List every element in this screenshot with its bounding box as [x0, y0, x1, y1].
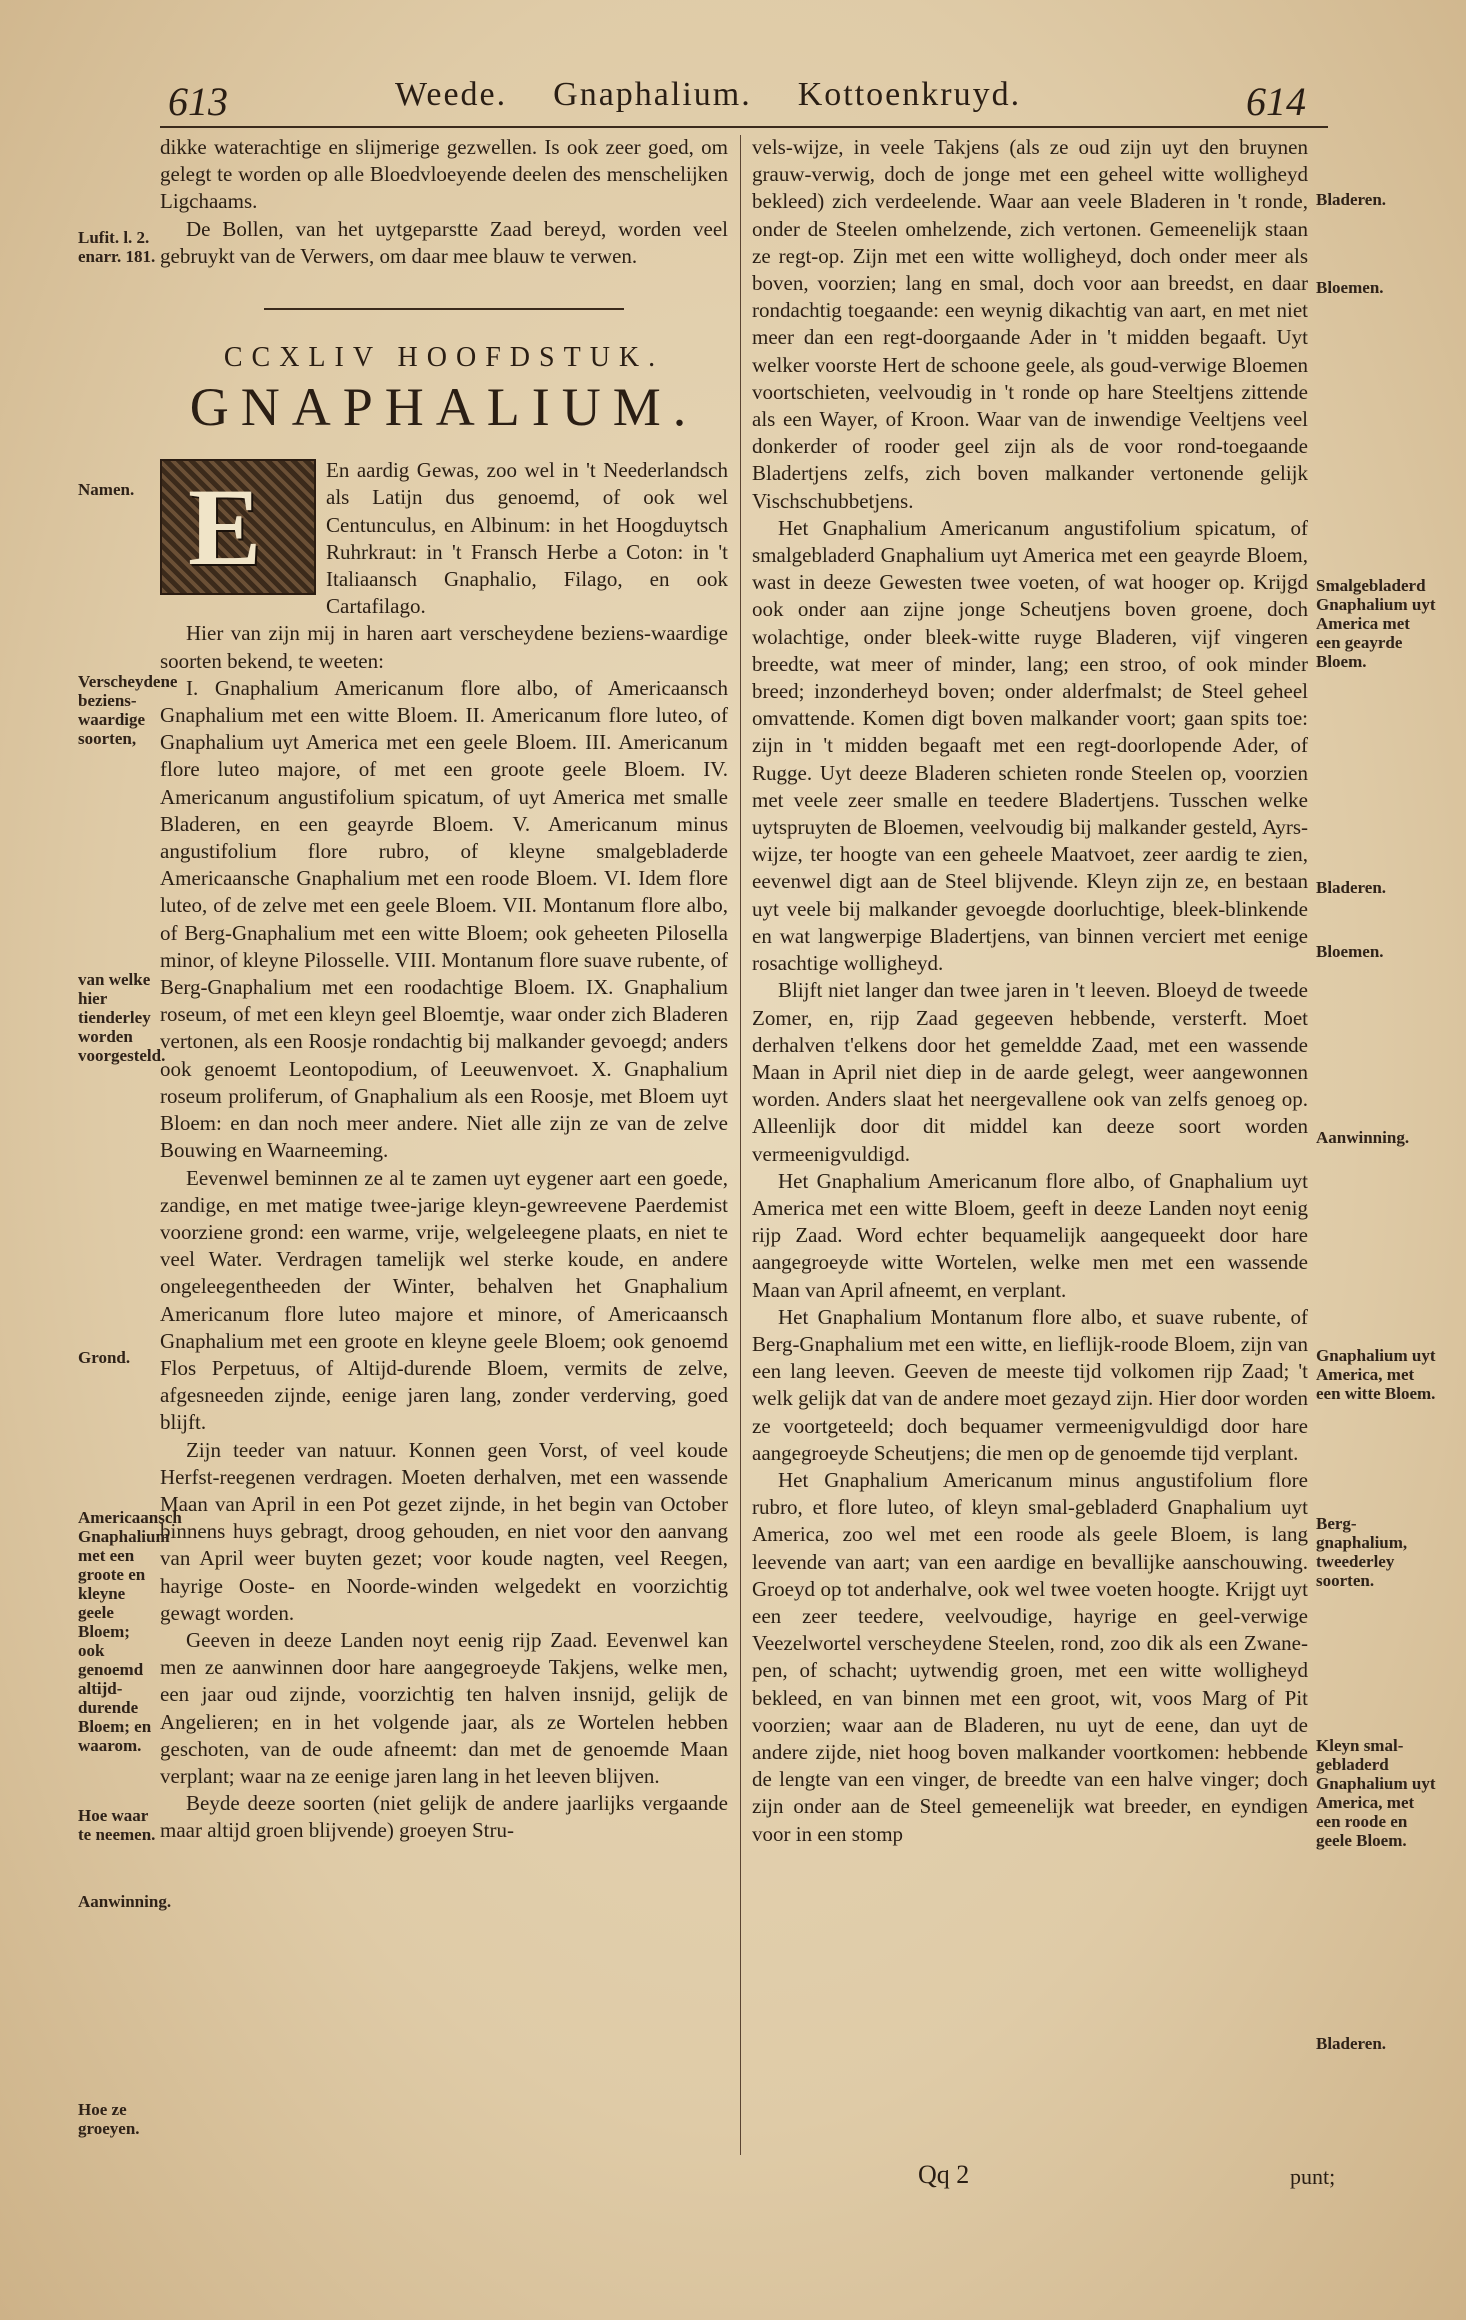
margin-note: Hoe waar te neemen.: [78, 1806, 156, 1844]
right-column: [752, 134, 1308, 1848]
left-column: [160, 134, 728, 1845]
margin-note: Kleyn smal-gebladerd Gnaphalium uyt America, met een roode en geele Bloem.: [1316, 1736, 1436, 1850]
paragraph: Eevenwel beminnen ze al te zamen uyt eygener aart een goede, zandige, en met matige twee-jarige kleyn-gewreevene Paerdemist voorziene grond: een warme, vrije, welgeleegene plaats, en niet te veel Water. Verdragen tamelijk wel sterke koude, en andere ongeleegentheeden der Winter, behalven het Gnaphalium Americanum flore luteo majore et minore, of Americaansch Gnaphalium met een groote en kleyne geele Bloem; ook genoemd Flos Perpetuus, of Altijd-durende Bloem, vermits de zelve, afgesneeden zijnde, eenige jaren lang, zonder verderving, goed blijft.: [160, 1165, 728, 1435]
margin-note: Bloemen.: [1316, 278, 1384, 297]
margin-note: Gnaphalium uyt America, met een witte Bloem.: [1316, 1346, 1436, 1403]
margin-note: Americaansch Gnaphalium met een groote en kleyne geele Bloem; ook genoemd altijd-durende Bloem; en waarom.: [78, 1508, 182, 1755]
chapter-heading: CCXLIV HOOFDSTUK.: [223, 342, 665, 374]
paragraph: En aardig Gewas, zoo wel in 't Neederlandsch als Latijn dus genoemd, of ook wel Centunculus, en Albinum: in het Hoogduytsch Ruhrkraut: in 't Fransch Herbe a Coton: in 't Italiaansch Gnaphalio, Filago, en ook Cartafilago.: [326, 458, 728, 619]
decorated-initial: [160, 459, 316, 595]
margin-note: Bladeren.: [1316, 2034, 1387, 2053]
margin-note: Namen.: [78, 480, 135, 499]
initial-letter: E: [188, 466, 262, 589]
paragraph: Het Gnaphalium Americanum flore albo, of Gnaphalium uyt America met een witte Bloem, geeft in deeze Landen noyt eenig rijp Zaad. Word echter bequamelijk aangequeekt door hare aangegroeyde witte Wortelen, welke men met een wassende Maan van April afneemt, en verplant.: [752, 1168, 1308, 1302]
margin-note: Bladeren.: [1316, 190, 1387, 209]
margin-note: Aanwinning.: [78, 1892, 172, 1911]
margin-note: Berg-gnaphalium, tweederley soorten.: [1316, 1514, 1408, 1590]
margin-note: van welke hier tienderley worden voorgesteld.: [78, 970, 166, 1065]
paragraph: Blijft niet langer dan twee jaren in 't leeven. Bloeyd de tweede Zomer, en, rijp Zaad gegeeven hebbende, versterft. Moet derhalven t'elkens door het gemeldde Zaad, met een wassende Maan in April niet diep in de aarde gelegt, weer aangewonnen worden. Anders slaat het neergevallene ook van zelfs genoeg op. Alleenlijk door dit middel kan deeze soort worden vermeenigvuldigd.: [752, 978, 1308, 1166]
catchword: punt;: [1290, 2164, 1336, 2189]
paragraph: Hier van zijn mij in haren aart verscheydene beziens-waardige soorten bekend, te weeten:: [160, 621, 728, 673]
paragraph: Het Gnaphalium Americanum angustifolium spicatum, of smalgebladerd Gnaphalium uyt America met een geayrde Bloem, wast in deeze Gewesten twee voeten, of wat hooger op. Krijgd ook onder aan zijne jonge Scheutjens boven groene, doch wolachtige, onder bleek-witte ruyge Bladeren, vijf vingeren breedte, wat meer of minder, lang; een stroo, of ook minder breed; inzonderheyd boven; onder alderfmalst; de Steel geheel omvattende. Komen digt boven malkander voort; gaan spits toe: zijn in 't midden begaaft met een regt-doorlopende Ader, of Rugge. Uyt deeze Bladeren schieten ronde Steelen op, voorzien met veele zeer smalle en teedere Bladertjens. Tusschen welke uytspruyten de Bloemen, veelvoudig bij malkander gesteld, Ayrs-wijze, ter hoogte van een geheele Maatvoet, zeer aardig te zien, eevenwel digt aan de Steel blijvende. Kleyn zijn ze, en bestaan uyt veele bij malkander gevoegde doorluchtige, bleek-blinkende en wat langwerpige Bladertjens, van binnen verciert met eenige rosachtige wolligheyd.: [752, 515, 1308, 976]
running-header: [0, 72, 1466, 132]
margin-note: Bloemen.: [1316, 942, 1384, 961]
margin-note: Hoe ze groeyen.: [78, 2100, 140, 2138]
running-title: [395, 76, 1095, 114]
margin-note: Grond.: [78, 1348, 131, 1367]
header-rule: [160, 126, 1328, 128]
signature-mark: Qq 2: [918, 2160, 970, 2189]
column-divider: [740, 135, 741, 2155]
margin-note: Smalgebladerd Gnaphalium uyt America met een geayrde Bloem.: [1316, 576, 1436, 671]
paragraph: Beyde deeze soorten (niet gelijk de andere jaarlijks vergaande maar altijd groen blijvende) groeyen Stru-: [160, 1791, 728, 1843]
paragraph: Het Gnaphalium Americanum minus angustifolium flore rubro, et flore luteo, of kleyn smal-gebladerd Gnaphalium uyt America, zoo wel met een roode als geele Bloem, is lang leevende van aart; van een aardige en bevallijke aanschouwing. Groeyd op tot anderhalve, ook wel twee voeten hoogte. Krijgt uyt een zeer teedere, veelvoudige, hayrige en geel-verwige Veezelwortel verscheydene Steelen, rond, zoo dik als een Zwane-pen, of schacht; uytwendig groen, met een witte wolligheyd bekleed, en van binnen met een groot, wit, voos Marg of Pit voorzien; waar aan de Bladeren, nu uyt de eene, dan uyt de andere zijde, niet hoog boven malkander voortkomen: hebbende de lengte van een vinger, de breedte van een halve vinger; doch zijn onder aan de Steel gemeenelijk wat breeder, en eyndigen voor in een stomp: [752, 1467, 1308, 1846]
page-number-left: 613: [168, 79, 228, 124]
running-title-part: Weede.: [395, 76, 508, 113]
margin-note: Lufit. l. 2. enarr. 181.: [78, 228, 156, 266]
margin-note: Aanwinning.: [1316, 1128, 1410, 1147]
section-rule: [264, 308, 624, 310]
paragraph: Het Gnaphalium Montanum flore albo, et suave rubente, of Berg-Gnaphalium met een witte, en lieflijk-roode Bloem, zijn van een lang leeven. Geeven de meeste tijd volkomen rijp Zaad; 't welk gelijk dat van de andere moet gezayd zijn. Hier door worden ze voortgeteeld; doch bequamer vermeenigvuldigd door hare aangegroeyde Scheutjens; die men op de genoemde tijd verplant.: [752, 1304, 1308, 1465]
running-title-part: Kottoenkruyd.: [797, 76, 1022, 113]
genus-heading: GNAPHALIUM.: [189, 377, 699, 438]
margin-note: Verscheydene beziens-waardige soorten,: [78, 672, 178, 748]
paragraph: Geeven in deeze Landen noyt eenig rijp Zaad. Eevenwel kan men ze aanwinnen door hare aangegroeyde Takjens, welke men, een jaar oud zijnde, voorzichtig ten halven insnijd, gelijk de Angelieren; en in het volgende jaar, als ze Wortelen hebben geschoten, van de oude afneemt: dan met de genoemde Maan verplant; waar na ze eenige jaren lang in het leeven blijven.: [160, 1627, 728, 1788]
margin-note: Bladeren.: [1316, 878, 1387, 897]
paragraph: I. Gnaphalium Americanum flore albo, of Americaansch Gnaphalium met een witte Bloem. II. Americanum flore luteo, of Gnaphalium uyt America met een geele Bloem. III. Americanum flore luteo majore, of met een groote geele Bloem. IV. Americanum angustifolium spicatum, of uyt America met smalle Bladeren, en een geayrde Bloem. V. Americanum minus angustifolium flore rubro, of kleyne smalgebladerde Americaansche Gnaphalium met een roode Bloem. VI. Idem flore luteo, of de zelve met een geele Bloem. VII. Montanum flore albo, of Berg-Gnaphalium met een witte Bloem; ook geheeten Pilosella minor, of kleyne Pilosselle. VIII. Montanum flore suave rubente, of Berg-Gnaphalium met een roodachtige Bloem. IX. Gnaphalium roseum, of met een kleyn geel Bloemtje, waar onder zich Bladeren vertonen, als een Roosje rondachtig bij malkander gevoegd; anders ook genoemt Leontopodium, of Leeuwenvoet. X. Gnaphalium roseum proliferum, of Gnaphalium als een Roosje, met Bloem uyt Bloem: en dan noch meer andere. Niet alle zijn ze van de zelve Bouwing en Waarneeming.: [160, 675, 728, 1163]
paragraph: dikke waterachtige en slijmerige gezwellen. Is ook zeer goed, om gelegt te worden op alle Bloedvloeyende deelen des menschelijken Ligchaams.: [160, 135, 728, 214]
running-title-part: Gnaphalium.: [553, 76, 752, 113]
page-number-right: 614: [1246, 79, 1306, 124]
paragraph: Zijn teeder van natuur. Konnen geen Vorst, of veel koude Herfst-reegenen verdragen. Moeten derhalven, met een wassende Maan van April in een Pot gezet zijnde, in het begin van October binnens huys gebragt, droog gehouden, en niet voor den aanvang van April weer buyten gezet; voor koude nagten, veel Reegen, hayrige Oostе- en Noorde-winden welgedekt en voorzichtig gewagt worden.: [160, 1437, 728, 1625]
paragraph: De Bollen, van het uytgeparstte Zaad bereyd, worden veel gebruykt van de Verwers, om daar mee blauw te verwen.: [160, 216, 728, 268]
paragraph: vels-wijze, in veele Takjens (als ze oud zijn uyt den bruynen grauw-verwig, doch de jonge met een geheel witte wolligheyd bekleed) zich verdeelende. Waar aan veele Bladeren in 't ronde, onder de Steelen omhelzende, zich vertonen. Gemeenelijk staan ze regt-op. Zijn met een witte wolligheyd, doch onder meer als boven, voorzien; lang en smal, doch voor aan breedst, en daar rondachtig toegaande: een weynig dikachtig van aart, en met niet meer dan een regt-doorgaande Ader in 't midden begaaft. Uyt welker voorste Hert de schoone geele, als goud-verwige Bloemen voortschieten, veelvoudig in 't ronde op hare Steeltjens zittende als een Wayer, of Kroon. Waar van de inwendige Veeltjens veel donkerder of rooder geel zijn als de voor rond-toegaande Bladertjens zelfs, zich boven malkander vertonende gelijk Vischschubbetjens.: [752, 135, 1308, 513]
